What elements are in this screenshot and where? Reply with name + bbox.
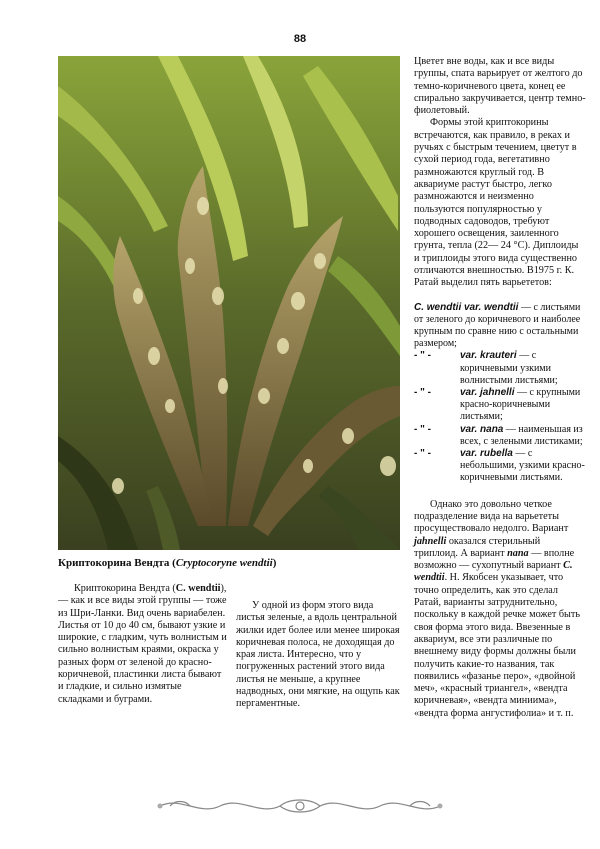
text-column-1	[58, 583, 228, 706]
ditto-mark: - " -	[414, 387, 431, 399]
variety-item	[414, 448, 586, 485]
text-run: . Н. Якобсен указывает, что точно определить, как это сделал Ратай, варианты затруднительно, поскольку в каждой речке может быть своя форма этого вида. Ввезенные в аквариум, все эти различные по внешнему виду формы должны были получить какие-то названия, так появились «фазанье перо», «двойной меч», «красный триангел», «вендта коричневая», «вендта миниима», «вендта форма ангустифолиа» и т. п.	[414, 572, 580, 719]
variety-name: var. jahnelli	[460, 387, 515, 399]
variety-name: jahnelli	[414, 535, 447, 547]
paragraph	[414, 499, 586, 720]
page-number: 88	[293, 33, 307, 45]
variety-name: var. krauteri	[460, 350, 517, 362]
variety-item	[414, 302, 586, 351]
ditto-mark: - " -	[414, 350, 431, 362]
variety-item	[414, 424, 586, 448]
variety-text: — с листьями от зеленого до коричневого и наиболее крупным по сравне нию с остальными размером;	[414, 301, 581, 350]
variety-list	[414, 302, 586, 485]
text-run: — вполне возможно — сухопутный вариант	[414, 547, 575, 572]
variety-text: — с небольшими, узкими красно-коричневыми листьями.	[460, 448, 585, 484]
figure-caption	[58, 557, 418, 569]
text-run: ), — как и все виды этой группы — тоже из Шри-Ланки. Вид очень вариабелен. Листья от 10 до 40 см, бывают узкие и широкие, с гладким, чуть волнистым и сильно волнистым краями, окраска у разных форм от зеленой до красно-коричневой, пластинки листа бывают и гладкие, и сильно измятые складками и буграми.	[58, 583, 227, 705]
ditto-mark: - " -	[414, 448, 431, 460]
text-run: оказался стерильный триплоид. А вариант	[414, 535, 541, 559]
text-run: Криптокорина Вендта (	[74, 583, 176, 594]
variety-name: var. rubella	[460, 448, 513, 460]
caption-close: )	[272, 557, 277, 569]
caption-text: Криптокорина Вендта (	[58, 557, 176, 569]
decorative-ornament	[150, 794, 450, 818]
species-name: С. wendtii	[175, 583, 221, 594]
variety-name: C. wendtii var. wendtii	[414, 301, 519, 313]
caption-latin: Cryptocoryne wendtii	[175, 557, 273, 569]
paragraph: Формы этой криптокорины встречаются, как правило, в реках и ручьях с быстрым течением, цветут в сухой период года, вегетативно размножаются круглый год. В аквариуме растут быстро, легко размножаются и неизменно пользуются популярностью у подводных садоводов, требуют хорошего освещения, заиленного грунта, тепла (22— 24 °С). Диплоиды и триплоиды этого вида существенно отличаются внешностью. В1975 г. К. Ратай выделил пять варьететов:	[414, 117, 579, 289]
species-name: C. wendtii	[414, 560, 573, 584]
variety-name: var. nana	[460, 423, 504, 435]
variety-name: nana	[507, 547, 529, 559]
variety-text: — с коричневыми узкими волнистыми листьями;	[460, 350, 558, 386]
paragraph	[58, 583, 228, 706]
ornament-icon	[150, 794, 450, 818]
cryptocoryne-illustration	[58, 56, 400, 550]
variety-item	[414, 350, 586, 387]
plant-photo	[58, 56, 400, 550]
paragraph: Цветет вне воды, как и все виды группы, спата варьирует от желтого до темно-коричневого цвета, конец ее спирально закручивается, центр темно-фиолетовый.	[414, 56, 586, 117]
variety-text: — наименьшая из всех, с зелеными листиками;	[460, 423, 583, 447]
text-column-3	[414, 56, 586, 720]
variety-item	[414, 387, 586, 424]
paragraph: У одной из форм этого вида листья зеленые, а вдоль центральной жилки идет более или менее широкая коричневая полоса, не доходящая до края листа. Интересно, что у погруженных растений этого вида листья не меньше, а крупнее надводных, они мягкие, на ощупь как пергаментные.	[236, 600, 400, 710]
variety-text: — с крупными красно-коричневыми листьями;	[460, 387, 581, 423]
text-run: Однако это довольно четкое подразделение вида на варьететы просуществовало недолго. Вариант	[414, 498, 569, 535]
text-column-2	[236, 600, 402, 711]
ditto-mark: - " -	[414, 423, 431, 435]
